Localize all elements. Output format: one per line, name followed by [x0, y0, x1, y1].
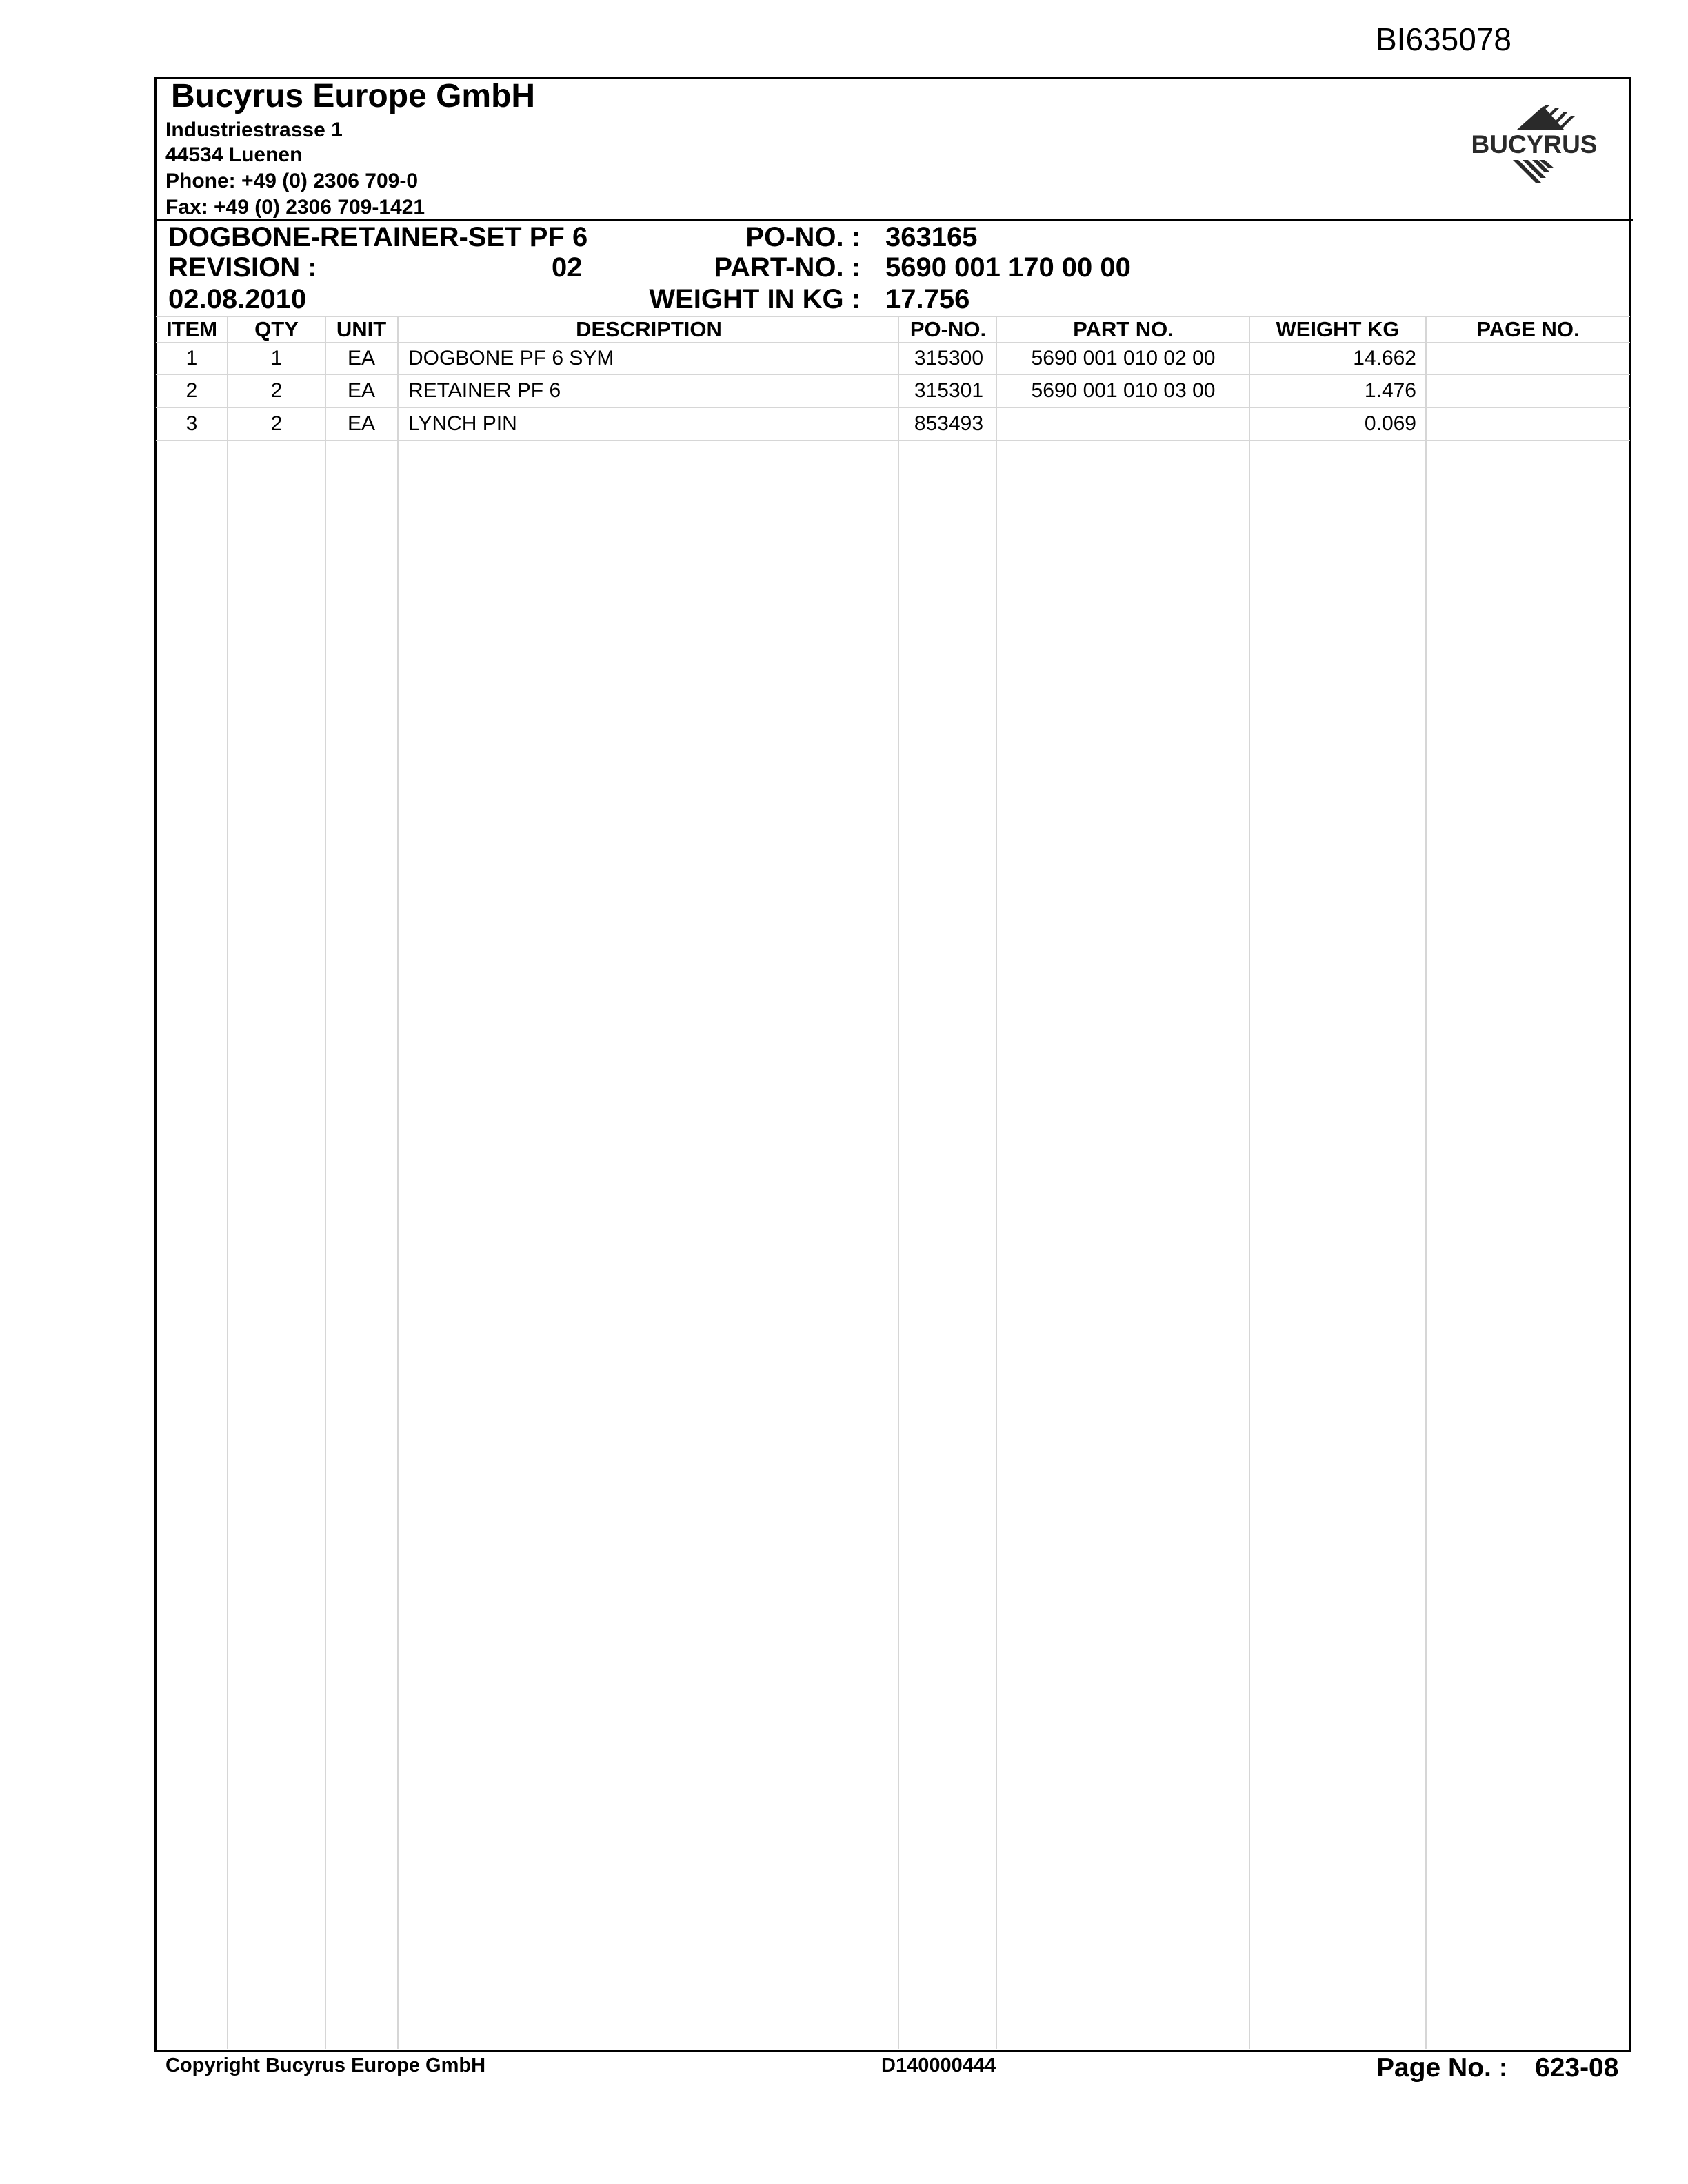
column-header-description: DESCRIPTION — [576, 317, 722, 341]
revision-value: 02 — [552, 252, 583, 283]
logo-wordmark: BUCYRUS — [1471, 130, 1598, 159]
table-rule — [156, 374, 1630, 375]
company-fax: Fax: +49 (0) 2306 709-1421 — [165, 196, 425, 219]
copyright-notice: Copyright Bucyrus Europe GmbH — [165, 2054, 486, 2076]
cell-item: 2 — [185, 379, 198, 402]
cell-page-no — [1426, 410, 1630, 438]
cell-unit: EA — [347, 379, 376, 402]
column-header-page-no: PAGE NO. — [1476, 317, 1580, 341]
cell-description: LYNCH PIN — [408, 412, 517, 435]
column-rule — [1425, 316, 1427, 2049]
company-street: Industriestrasse 1 — [165, 119, 343, 141]
column-header-item: ITEM — [165, 317, 218, 341]
company-name: Bucyrus Europe GmbH — [171, 78, 536, 114]
column-header-qty: QTY — [254, 317, 299, 341]
cell-qty: 1 — [270, 347, 283, 370]
cell-unit: EA — [347, 412, 376, 435]
document-id: BI635078 — [1376, 21, 1511, 57]
table-rule — [156, 440, 1630, 441]
cell-part-no — [997, 410, 1249, 438]
column-rule — [898, 316, 899, 2049]
cell-po-no: 315300 — [914, 347, 983, 370]
cell-unit: EA — [347, 347, 376, 370]
column-rule — [397, 316, 399, 2049]
cell-part-no: 5690 001 010 03 00 — [1031, 379, 1216, 402]
cell-page-no — [1426, 344, 1630, 373]
cell-po-no: 853493 — [914, 412, 983, 435]
column-rule — [1249, 316, 1250, 2049]
drawing-number: D140000444 — [881, 2054, 996, 2076]
revision-date: 02.08.2010 — [168, 284, 307, 314]
cell-qty: 2 — [270, 379, 283, 402]
assembly-title: DOGBONE-RETAINER-SET PF 6 — [168, 222, 588, 252]
weight-label: WEIGHT IN KG : — [649, 284, 861, 314]
cell-page-no — [1426, 376, 1630, 405]
revision-label: REVISION : — [168, 252, 317, 283]
company-city: 44534 Luenen — [165, 143, 303, 166]
column-rule — [227, 316, 228, 2049]
table-rule — [156, 407, 1630, 408]
weight-value: 17.756 — [885, 284, 970, 314]
column-rule — [996, 316, 997, 2049]
company-phone: Phone: +49 (0) 2306 709-0 — [165, 170, 419, 192]
po-number-label: PO-NO. : — [745, 222, 861, 252]
cell-description: RETAINER PF 6 — [408, 379, 561, 402]
cell-item: 3 — [185, 412, 198, 435]
header-divider — [154, 219, 1633, 221]
cell-po-no: 315301 — [914, 379, 983, 402]
part-number-label: PART-NO. : — [714, 252, 861, 283]
column-header-weight: WEIGHT KG — [1276, 317, 1400, 341]
cell-item: 1 — [185, 347, 198, 370]
po-number-value: 363165 — [885, 222, 978, 252]
column-header-po-no: PO-NO. — [910, 317, 987, 341]
cell-weight: 1.476 — [1364, 379, 1416, 402]
table-rule — [156, 342, 1630, 343]
column-header-unit: UNIT — [336, 317, 387, 341]
part-number-value: 5690 001 170 00 00 — [885, 252, 1131, 283]
cell-qty: 2 — [270, 412, 283, 435]
cell-weight: 0.069 — [1364, 412, 1416, 435]
cell-weight: 14.662 — [1353, 347, 1416, 370]
cell-description: DOGBONE PF 6 SYM — [408, 347, 614, 370]
bucyrus-logo-icon — [1460, 102, 1608, 192]
page-number-label: Page No. : — [1376, 2053, 1508, 2083]
column-header-part-no: PART NO. — [1073, 317, 1174, 341]
cell-part-no: 5690 001 010 02 00 — [1031, 347, 1216, 370]
column-rule — [325, 316, 326, 2049]
page-number-value: 623-08 — [1535, 2053, 1619, 2083]
